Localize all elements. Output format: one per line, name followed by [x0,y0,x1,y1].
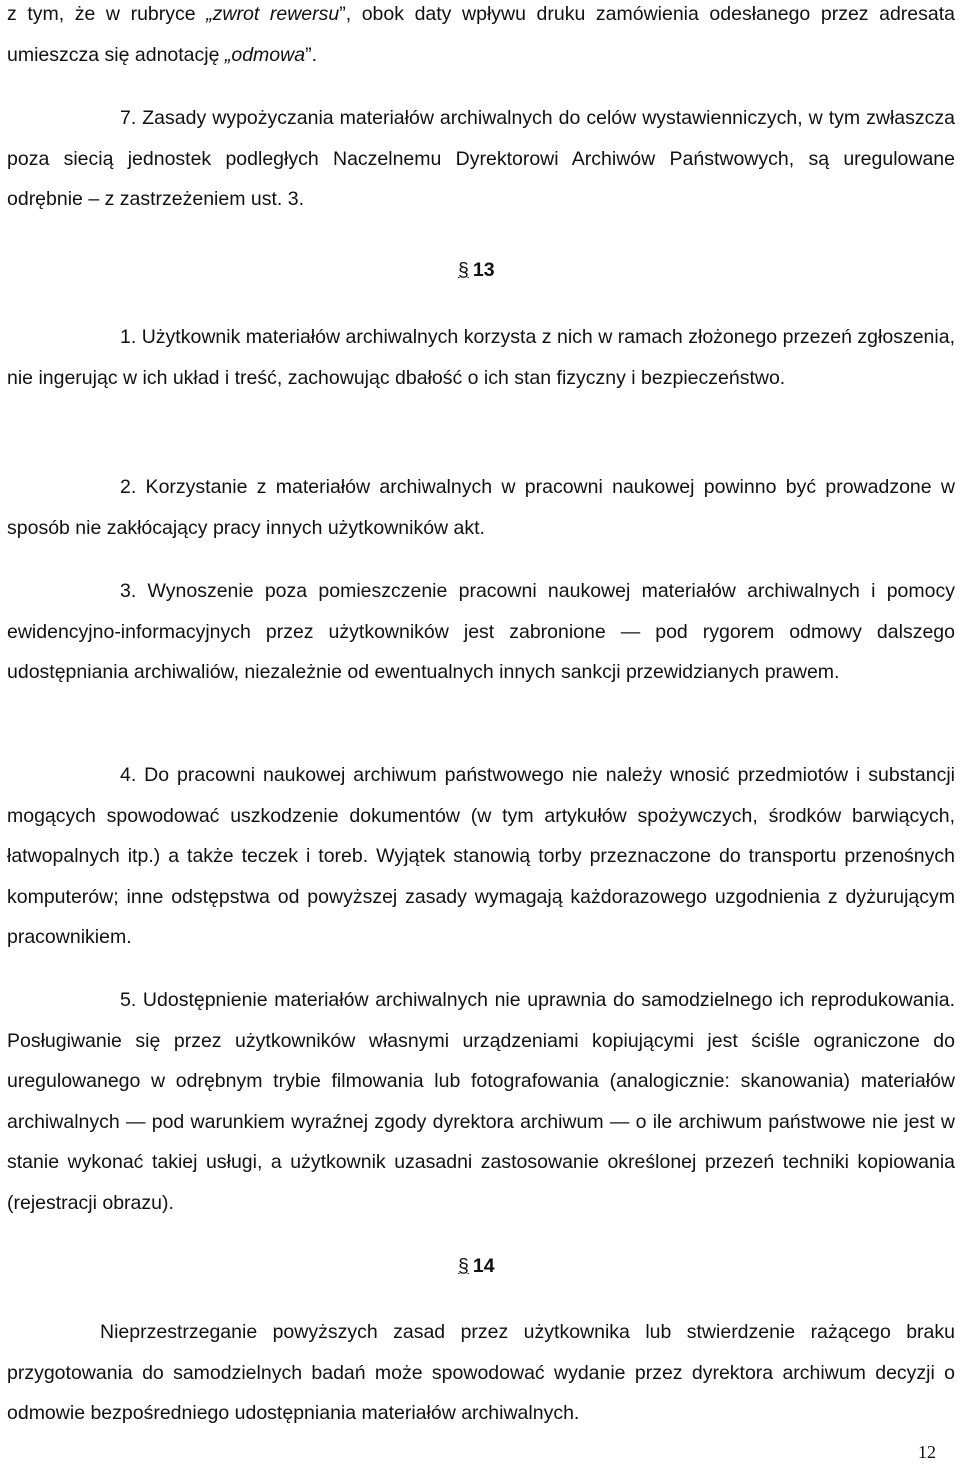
page-number: 12 [918,1442,936,1462]
section-13-item-2: 2. Korzystanie z materiałów archiwalnych w pracowni naukowej powinno być prowadzone w sposób nie zakłócający pracy innych użytkowników akt. [7,476,955,539]
text-run: z tym, że w rubryce [7,3,207,25]
text-run: ”. [305,43,317,66]
section-symbol: § [458,259,469,281]
section-13-item-1: 1. Użytkownik materiałów archiwalnych korzysta z nich w ramach złożonego przezeń zgłoszenia, nie ingerując w ich układ i treść, zachowując dbałość o ich stan fizyczny i bezpieczeństwo. [7,326,955,389]
section-symbol: § [458,1255,469,1277]
section-13-item-5: 5. Udostępnienie materiałów archiwalnych nie uprawnia do samodzielnego ich reprodukowania. Posługiwanie się przez użytkowników własnymi urządzeniami kopiującymi jest ściśle ograniczone do uregulowanego w odrębnym trybie filmowania lub fotografowania (analogicznie: skanowania) materiałów archiwalnych — pod warunkiem wyraźnej zgody dyrektora archiwum — o ile archiwum państwowe nie jest w stanie wykonać takiej usługi, a użytkownik uzasadni zastosowanie określonej przezeń techniki kopiowania (rejestracji obrazu). [7,989,955,1214]
section-number: 13 [472,259,495,281]
section-number: 14 [472,1255,495,1277]
italic-text: „zwrot rewersu [206,3,340,25]
paragraph-continuation [7,0,955,75]
section-13-item-4: 4. Do pracowni naukowej archiwum państwowego nie należy wnosić przedmiotów i substancji mogących spowodować uszkodzenie dokumentów (w tym artykułów spożywczych, środków barwiących, łatwopalnych itp.) a także teczek i toreb. Wyjątek stanowią torby przeznaczone do transportu przenośnych komputerów; inne odstępstwa od powyższej zasady wymagają każdorazowego uzgodnienia z dyżurującym pracownikiem. [7,764,955,948]
text-run: ”, obok daty wpływu druku zamówienia odesłanego przez adresata umieszcza się adnotację [7,3,956,66]
section-14-paragraph: Nieprzestrzeganie powyższych zasad przez użytkownika lub stwierdzenie rażącego braku przygotowania do samodzielnych badań może spowodować wydanie przez dyrektora archiwum decyzji o odmowie bezpośredniego udostępniania materiałów archiwalnych. [7,1321,955,1424]
section-13-item-3: 3. Wynoszenie poza pomieszczenie pracowni naukowej materiałów archiwalnych i pomocy ewidencyjno-informacyjnych przez użytkowników jest zabronione — pod rygorem odmowy dalszego udostępniania archiwaliów, niezależnie od ewentualnych innych sankcji przewidzianych prawem. [7,580,955,683]
section-heading-13 [458,256,495,284]
paragraph-7: 7. Zasady wypożyczania materiałów archiwalnych do celów wystawienniczych, w tym zwłaszcza poza siecią jednostek podległych Naczelnemu Dyrektorowi Archiwów Państwowych, są uregulowane odrębnie – z zastrzeżeniem ust. 3. [7,107,955,210]
section-heading-14 [458,1252,495,1280]
italic-text: „odmowa [224,43,306,66]
